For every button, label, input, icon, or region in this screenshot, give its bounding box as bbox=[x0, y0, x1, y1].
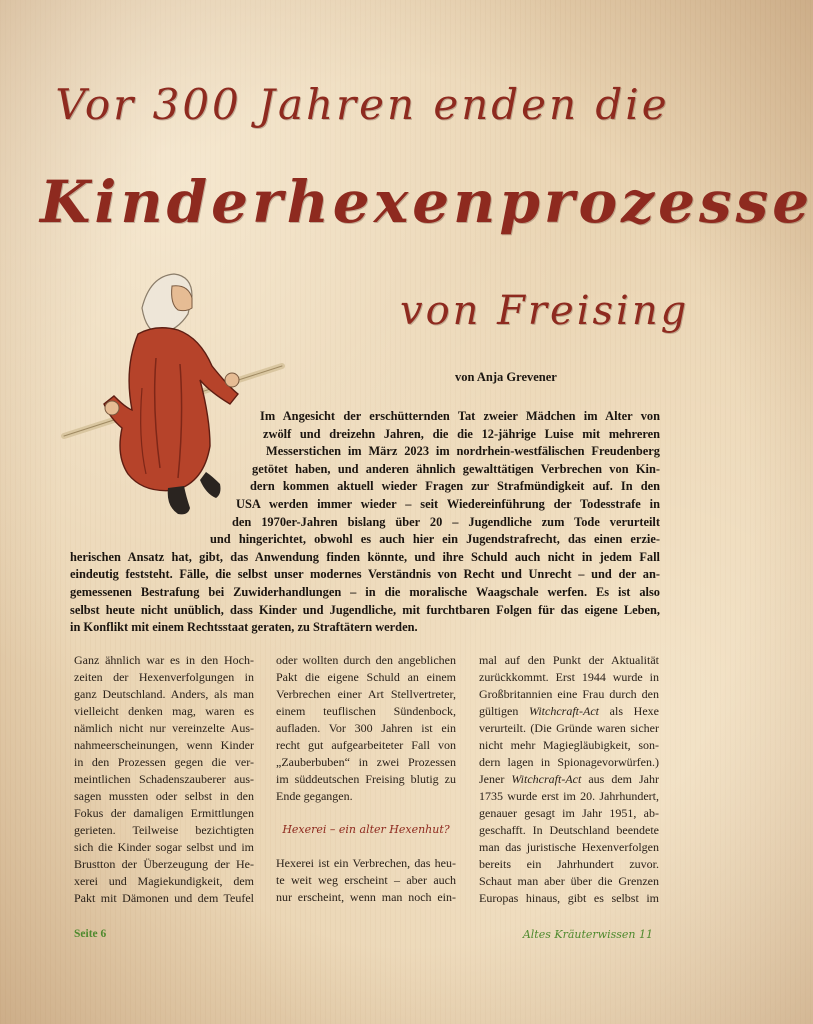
col3-line: mal auf den Punkt der Aktualität bbox=[479, 653, 659, 667]
col1-line: nahmeerscheinungen, wenn Kinder bbox=[74, 738, 254, 752]
page-number: Seite 6 bbox=[74, 928, 107, 940]
col1-line: Ganz ähnlich war es in den Hoch- bbox=[74, 653, 254, 667]
col3-line: geschafft. In Deutschland beendete bbox=[479, 823, 659, 837]
col2-line: te weit weg erscheint – aber auch bbox=[276, 873, 456, 887]
col3-line: Europas hinaus, gibt es selbst im bbox=[479, 891, 659, 905]
col2-line: Hexerei ist ein Verbrechen, das heu- bbox=[276, 856, 456, 870]
intro-line: USA werden immer wieder – seit Wiedereinführung der Todesstrafe in bbox=[236, 496, 660, 511]
title-line-3: von Freising bbox=[400, 288, 690, 334]
intro-line: dern kommen aktuell wieder Fragen zur Strafmündigkeit auf. In den bbox=[250, 479, 660, 494]
col3-line: Großbritannien eine Frau durch den bbox=[479, 687, 659, 701]
col3-line: dern lagen in Spionagevorwürfen.) bbox=[479, 755, 659, 769]
col2-line: Pakt die eigene Schuld an einem bbox=[276, 670, 456, 684]
author-byline: von Anja Grevener bbox=[455, 370, 557, 384]
col1-line: zeiten der Hexenverfolgungen in bbox=[74, 670, 254, 684]
col1-line: sagen mussten oder selbst in den bbox=[74, 789, 254, 803]
col1-line: sich die Kinder sogar selbst und im bbox=[74, 840, 254, 854]
intro-paragraph bbox=[60, 408, 660, 637]
body-column-2 bbox=[276, 652, 456, 906]
col2-line: einem teuflischen Sündenbock, bbox=[276, 704, 456, 718]
intro-line: Im Angesicht der erschütternden Tat zweier Mädchen im Alter von bbox=[260, 409, 660, 423]
col3-line: verurteilt. (Die Gründe waren sicher bbox=[479, 721, 659, 735]
col2-line: recht gut aufgearbeiteter Fall von bbox=[276, 738, 456, 752]
intro-line: gemessenen Bestrafung bei Zuwiderhandlungen – in die moralische Waagschale werfen. Es ist also bbox=[70, 584, 660, 599]
intro-line: herischen Ansatz hat, gibt, das Anwendung finden könnte, und ihre Schuld auch nicht in jedem Fall bbox=[70, 549, 660, 564]
intro-line: und hingerichtet, obwohl es auch hier ein Jugendstrafrecht, das einen erzie- bbox=[210, 532, 660, 547]
title-line-1: Vor 300 Jahren enden die bbox=[55, 80, 670, 129]
col1-line: xerei und Magiekundigkeit, dem bbox=[74, 874, 254, 888]
col2-line: im süddeutschen Freising blutig zu bbox=[276, 772, 456, 786]
col2-line: Verbrechen einer Art Stellvertreter, bbox=[276, 687, 456, 701]
section-subheading: Hexerei – ein alter Hexenhut? bbox=[282, 823, 450, 836]
col1-line: nämlich nicht nur vereinzelte Aus- bbox=[74, 721, 254, 735]
col3-line: bereits ein Jahrhundert zuvor. bbox=[479, 857, 659, 871]
col3-line: nicht mehr Magiegläubigkeit, son- bbox=[479, 738, 659, 752]
col3-line: gültigen Witchcraft-Act als Hexe bbox=[479, 704, 660, 718]
intro-line: eindeutig feststeht. Fälle, die selbst unser modernes Verständnis von Recht und Unrecht – und der an- bbox=[70, 567, 660, 582]
intro-line: getötet haben, und anderen ähnlich gewalttätigen Verbrechen von Kin- bbox=[252, 461, 660, 476]
intro-line: selbst heute nicht unüblich, dass Kinder und Jugendliche, mit furchtbaren Folgen für das eigene Leben, bbox=[70, 602, 660, 617]
col3-line: 1735 wurde erst im 20. Jahrhundert, bbox=[479, 789, 659, 803]
col1-line: Pakt mit Dämonen und dem Teufel bbox=[74, 891, 254, 905]
col3-line: genauer gesagt im Jahr 1951, ab- bbox=[479, 806, 659, 820]
col1-line: Fokus der damaligen Ermittlungen bbox=[74, 806, 254, 820]
col1-line: vielleicht denken mag, waren es bbox=[74, 704, 254, 718]
col3-line: Schaut man aber über die Grenzen bbox=[479, 874, 659, 888]
col1-line: ganz Deutschland. Anders, als man bbox=[74, 687, 254, 701]
intro-line: Messerstichen im März 2023 im nordrhein-westfälischen Freudenberg bbox=[266, 444, 660, 459]
body-column-3 bbox=[479, 652, 659, 907]
col2-line: aufladen. Vor 300 Jahren ist ein bbox=[276, 721, 456, 735]
col2-line: nur erscheint, wenn man noch ein- bbox=[276, 890, 456, 904]
publication-footer: Altes Kräuterwissen 11 bbox=[522, 928, 653, 941]
col2-line: Ende gegangen. bbox=[276, 789, 353, 803]
col3-line: Jener Witchcraft-Act aus dem Jahr bbox=[479, 772, 659, 786]
intro-line: zwölf und dreizehn Jahren, die die 12-jährige Luise mit mehreren bbox=[263, 426, 660, 441]
col3-line: zurückkommt. Erst 1944 wurde in bbox=[479, 670, 659, 684]
col1-line: Brustton der Überzeugung der He- bbox=[74, 857, 254, 871]
col2-line: „Zauberbuben“ in zwei Prozessen bbox=[276, 755, 456, 769]
body-column-1 bbox=[74, 652, 254, 907]
col2-line: oder wollten durch den angeblichen bbox=[276, 653, 456, 667]
intro-line: den 1970er-Jahren bislang über 20 – Jugendliche zum Tode verurteilt bbox=[232, 514, 660, 529]
intro-line: in Konflikt mit einem Rechtsstaat geraten, zu Straftätern werden. bbox=[70, 620, 418, 635]
col1-line: gerieten. Teilweise bezichtigten bbox=[74, 823, 254, 837]
col3-line: man das juristische Hexenverfolgen bbox=[479, 840, 659, 854]
col1-line: in den Prozessen gegen die ver- bbox=[74, 755, 254, 769]
title-line-2: Kinderhexenprozesse bbox=[40, 168, 813, 236]
col1-line: meintlichen Schadenszauberer aus- bbox=[74, 772, 254, 786]
